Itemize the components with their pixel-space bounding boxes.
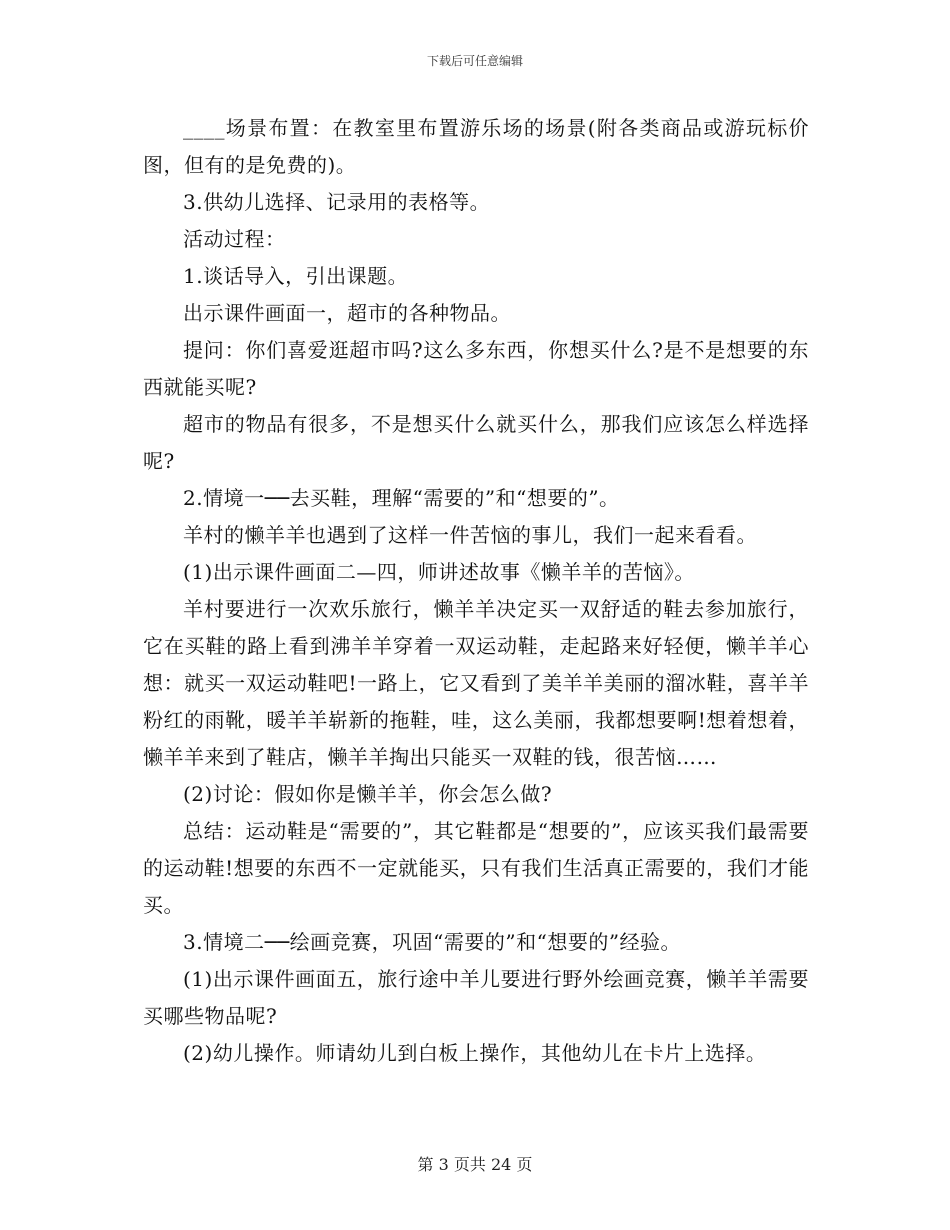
- paragraph-step-3: 3.情境二──绘画竞赛，巩固“需要的”和“想要的”经验。: [183, 930, 682, 954]
- paragraph-step-2-2: (2)讨论：假如你是懒羊羊，你会怎么做?: [183, 782, 553, 806]
- document-body: [143, 110, 809, 1072]
- paragraph-summary: 总结：运动鞋是“需要的”，其它鞋都是“想要的”，应该买我们最需要的运动鞋!想要的东西不一定就能买，只有我们生活真正需要的，我们才能买。: [143, 819, 809, 917]
- paragraph-step-3-1: (1)出示课件画面五，旅行途中羊儿要进行野外绘画竞赛，懒羊羊需要买哪些物品呢?: [143, 967, 809, 1028]
- paragraph-lazy-sheep-intro: 羊村的懒羊羊也遇到了这样一件苦恼的事儿，我们一起来看看。: [183, 523, 757, 547]
- paragraph-supermarket-choice: 超市的物品有很多，不是想买什么就买什么，那我们应该怎么样选择呢?: [143, 412, 809, 473]
- page-header: 下载后可任意编辑: [426, 54, 523, 68]
- paragraph-step-1: 1.谈话导入，引出课题。: [183, 264, 409, 288]
- paragraph-question: 提问：你们喜爱逛超市吗?这么多东西，你想买什么?是不是想要的东西就能买呢?: [143, 338, 809, 399]
- page-footer: 第 3 页共 24 页: [417, 1155, 533, 1174]
- paragraph-scene-setup: ____场景布置：在教室里布置游乐场的场景(附各类商品或游玩标价图，但有的是免费的)。: [143, 116, 809, 177]
- paragraph-materials-table: 3.供幼儿选择、记录用的表格等。: [183, 190, 491, 214]
- paragraph-activity-process-heading: 活动过程：: [183, 227, 286, 251]
- paragraph-step-2-1: (1)出示课件画面二—四，师讲述故事《懒羊羊的苦恼》。: [183, 560, 695, 584]
- paragraph-step-2: 2.情境一──去买鞋，理解“需要的”和“想要的”。: [183, 486, 620, 510]
- paragraph-show-slide-1: 出示课件画面一，超市的各种物品。: [183, 301, 511, 325]
- paragraph-story: 羊村要进行一次欢乐旅行，懒羊羊决定买一双舒适的鞋去参加旅行，它在买鞋的路上看到沸羊羊穿着一双运动鞋，走起路来好轻便，懒羊羊心想：就买一双运动鞋吧!一路上，它又看到了美羊羊美丽的溜冰鞋，喜羊羊粉红的雨靴，暖羊羊崭新的拖鞋，哇，这么美丽，我都想要啊!想着想着，懒羊羊来到了鞋店，懒羊羊掏出只能买一双鞋的钱，很苦恼……: [143, 597, 809, 769]
- paragraph-step-3-2: (2)幼儿操作。师请幼儿到白板上操作，其他幼儿在卡片上选择。: [183, 1041, 767, 1065]
